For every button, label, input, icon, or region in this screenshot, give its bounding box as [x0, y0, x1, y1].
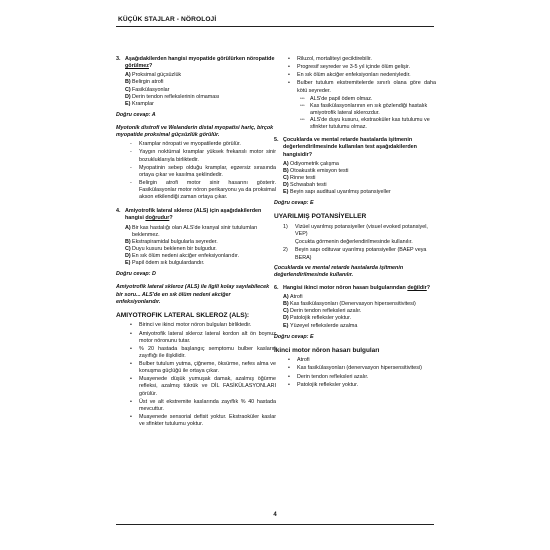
explanation-bullets — [130, 141, 276, 201]
option: E) Kramplar — [125, 100, 154, 107]
answer-key: Doğru cevap: D — [116, 271, 156, 278]
bullet-item: - Kramplar nöropati ve myopatilerde görülür. — [130, 141, 241, 148]
running-header: KÜÇÜK STAJLAR - NÖROLOJİ — [118, 16, 217, 23]
option: A) Proksimal güçsüzlük — [125, 72, 182, 79]
footer-rule — [116, 524, 434, 525]
option: B) Ekstrapiramidal bulgularla seyreder. — [125, 238, 218, 245]
numbered-item: 1) Vizüel uyarılmış potansiyeller (visuel evoked potansiyel, VEP) — [283, 224, 428, 238]
option: C) Rinne testi — [283, 174, 316, 181]
bullet-item: • Riluzol, mortaliteyi geciktirebilir. — [288, 56, 372, 62]
option: C) Fasikülasyonlar — [125, 86, 170, 93]
section-heading: UYARILMIŞ POTANSİYELLER — [274, 213, 367, 221]
left-column — [116, 56, 276, 429]
option: E) Papil ödem sık bulgulardandır. — [125, 260, 205, 267]
option: B) Otoakustik emisyon testi — [283, 167, 349, 174]
question-stem: Çocuklarda ve mental retarde hastalarda işitmenin değerlendirilmesinde kullanılan test aşağıdakilerden hangisidir? — [283, 137, 417, 158]
explanation-note: Çocuklarda ve mental retarde hastalarda işitmenin değerlendirilmesinde kullanılır. — [274, 264, 404, 278]
question-3 — [116, 56, 276, 70]
header-rule — [116, 26, 434, 27]
bullet-item: • Bulber tutulum yutma, çiğneme, öksürme, nefes alma ve konuşma güçlüğü ile ortaya çıkar. — [130, 361, 276, 375]
numbered-item: Çocukta görmenin değerlendirilmesinde kullanılır. — [295, 239, 413, 246]
section-heading: İkinci motor nöron hasarı bulguları — [274, 346, 380, 354]
bullet-item: • Progresif seyreder ve 3-5 yıl içinde ölüm gelişir. — [288, 64, 410, 71]
bullet-item: • Muayenede düşük yumuşak damak, azalmış öğürme refleksi, azalmış tükrük ve DİL FASİKÜLASYONLARI görülür. — [130, 376, 276, 397]
bullet-item: • Kas fasikülasyonları (denervasyon hipersensitivitesi) — [288, 365, 422, 372]
question-number: 3. — [116, 56, 121, 62]
right-column — [274, 56, 436, 390]
option: D) Patolojik refleksler yoktur. — [283, 315, 352, 322]
numbered-item: 2) Beyin sapı odituvar uyarılmış potansiyeller (BAEP veya BERA) — [283, 247, 427, 261]
option: E) Beyin sapı auditual uyarılmış potansiyeller — [283, 189, 391, 196]
question-number: 5. — [274, 137, 279, 144]
answer-key: Doğru cevap: E — [274, 333, 314, 340]
bullet-item: - Belirgin atrofi motor sinir hasarını gösterir. Fasikülasyonlar motor nöron perikaryonu ya da proksimal akson etkilendiği zaman ortaya çıkar. — [130, 179, 276, 201]
option: A) Bir kas hastalığı olan ALS'de kranyal sinir tutulumları beklenmez. — [125, 224, 258, 238]
page-number: 4 — [273, 512, 277, 518]
bullet-item: • Derin tendon refleksleri azalır. — [288, 373, 369, 380]
explanation-note: Myotonik distrofi ve Welanderin distal myopatisi hariç, birçok myopatide proksimal güçsüzlük görülür. — [116, 125, 274, 139]
question-3-options — [125, 72, 276, 108]
bullet-item: • % 20 hastada başlangıç semptomu bulber kasların zayıflığı ile ilişkilidir. — [130, 345, 276, 359]
question-4-options — [125, 225, 276, 268]
sub-bullet-item: *** Kas fasikülasyonlarının en sık gözlendiği hastalık amiyotrofik lateral sklerozdur. — [300, 102, 428, 116]
question-stem: Amiyotrofik lateral skleroz (ALS) için aşağıdakilerden hangisi doğrudur? — [125, 208, 262, 222]
question-number: 4. — [116, 208, 121, 215]
option: C) Derin tendon refleksleri azalır. — [283, 308, 362, 315]
evoked-potentials-list — [283, 224, 436, 262]
bullet-item: • Atrofi — [288, 357, 310, 364]
question-stem: Hangisi ikinci motor nöron hasarı bulgularından değildir? — [283, 284, 431, 291]
option: A) Odiyometrik çalışma — [283, 160, 339, 167]
bullet-item: • Bulber tutulum ekstremitelerde sınırlı olana göre daha kötü seyreder. — [288, 80, 436, 94]
question-4 — [116, 208, 276, 222]
bullet-item: • Üst ve alt ekstremite kaslarında zayıflık % 40 hastada mevcuttur. — [130, 398, 276, 412]
question-5 — [274, 137, 436, 158]
question-5-options — [283, 161, 436, 197]
lmn-bullets — [288, 357, 436, 389]
sub-bullet-item: *** ALS'de duyu kusuru, ekstraoküler kas tutulumu ve sfinkter tutulumu olmaz. — [300, 117, 430, 131]
als-bullets — [130, 322, 276, 428]
bullet-item: • En sık ölüm akciğer enfeksiyonları nedeniyledir. — [288, 72, 411, 79]
bullet-item: - Myopatinin sebep olduğu kramplar, egzersiz sırasında ortaya çıkar ve kasılma şeklindedir. — [130, 164, 276, 178]
explanation-note: Amiyotrofik lateral skleroz (ALS) ile ilgili kolay sayılabilecek bir soru... ALS'de en sık ölüm nedeni akciğer enfeksiyonlarıdır. — [116, 284, 270, 305]
bullet-item: • Birinci ve ikinci motor nöron bulguları birliktedir. — [130, 322, 252, 329]
option: E) Yüzeyel reflekslerde azalma — [283, 322, 358, 329]
bullet-item: - Yaygın noktürnal kramplar yüksek frekanslı motor sinir bozukluklarıyla birliktedir. — [130, 149, 276, 163]
answer-key: Doğru cevap: E — [274, 200, 314, 207]
option: B) Kas fasikülasyonları (Denervasyon hipersensitivitesi) — [283, 301, 416, 308]
bullet-item: • Muayenede sensorial defisit yoktur. Ekstraoküler kaslar ve sfinkter tutulumu yoktur. — [130, 413, 276, 428]
question-number: 6. — [274, 284, 279, 291]
sub-bullet-item: *** ALS'de papil ödem olmaz. — [300, 95, 373, 102]
als-sub-bullets — [300, 96, 436, 132]
option: A) Atrofi — [283, 294, 303, 301]
bullet-item: • Amiyotrofik lateral skleroz lateral kordon alt ön boynuz motor nöronunu tutar. — [130, 330, 276, 344]
option: D) En sık ölüm nedeni akciğer enfeksiyonlarıdır. — [125, 253, 239, 259]
option: B) Belirgin atrofi — [125, 79, 164, 86]
question-6-options — [283, 294, 436, 330]
als-continued-bullets — [288, 56, 436, 95]
option: D) Derin tendon reflekslerinin olmaması — [125, 93, 220, 100]
section-heading: AMIYOTROFIK LATERAL SKLEROZ (ALS): — [116, 311, 250, 319]
option: D) Schwabah testi — [283, 182, 327, 188]
option: C) Duyu kusuru beklenen bir bulgudur. — [125, 245, 217, 252]
answer-key: Doğru cevap: A — [116, 111, 156, 118]
question-stem: Aşağıdakilerden hangisi myopatide görülürken nöropatide görülmez? — [125, 56, 275, 70]
bullet-item: • Patolojik refleksler yoktur. — [288, 381, 359, 388]
question-6 — [274, 285, 436, 292]
